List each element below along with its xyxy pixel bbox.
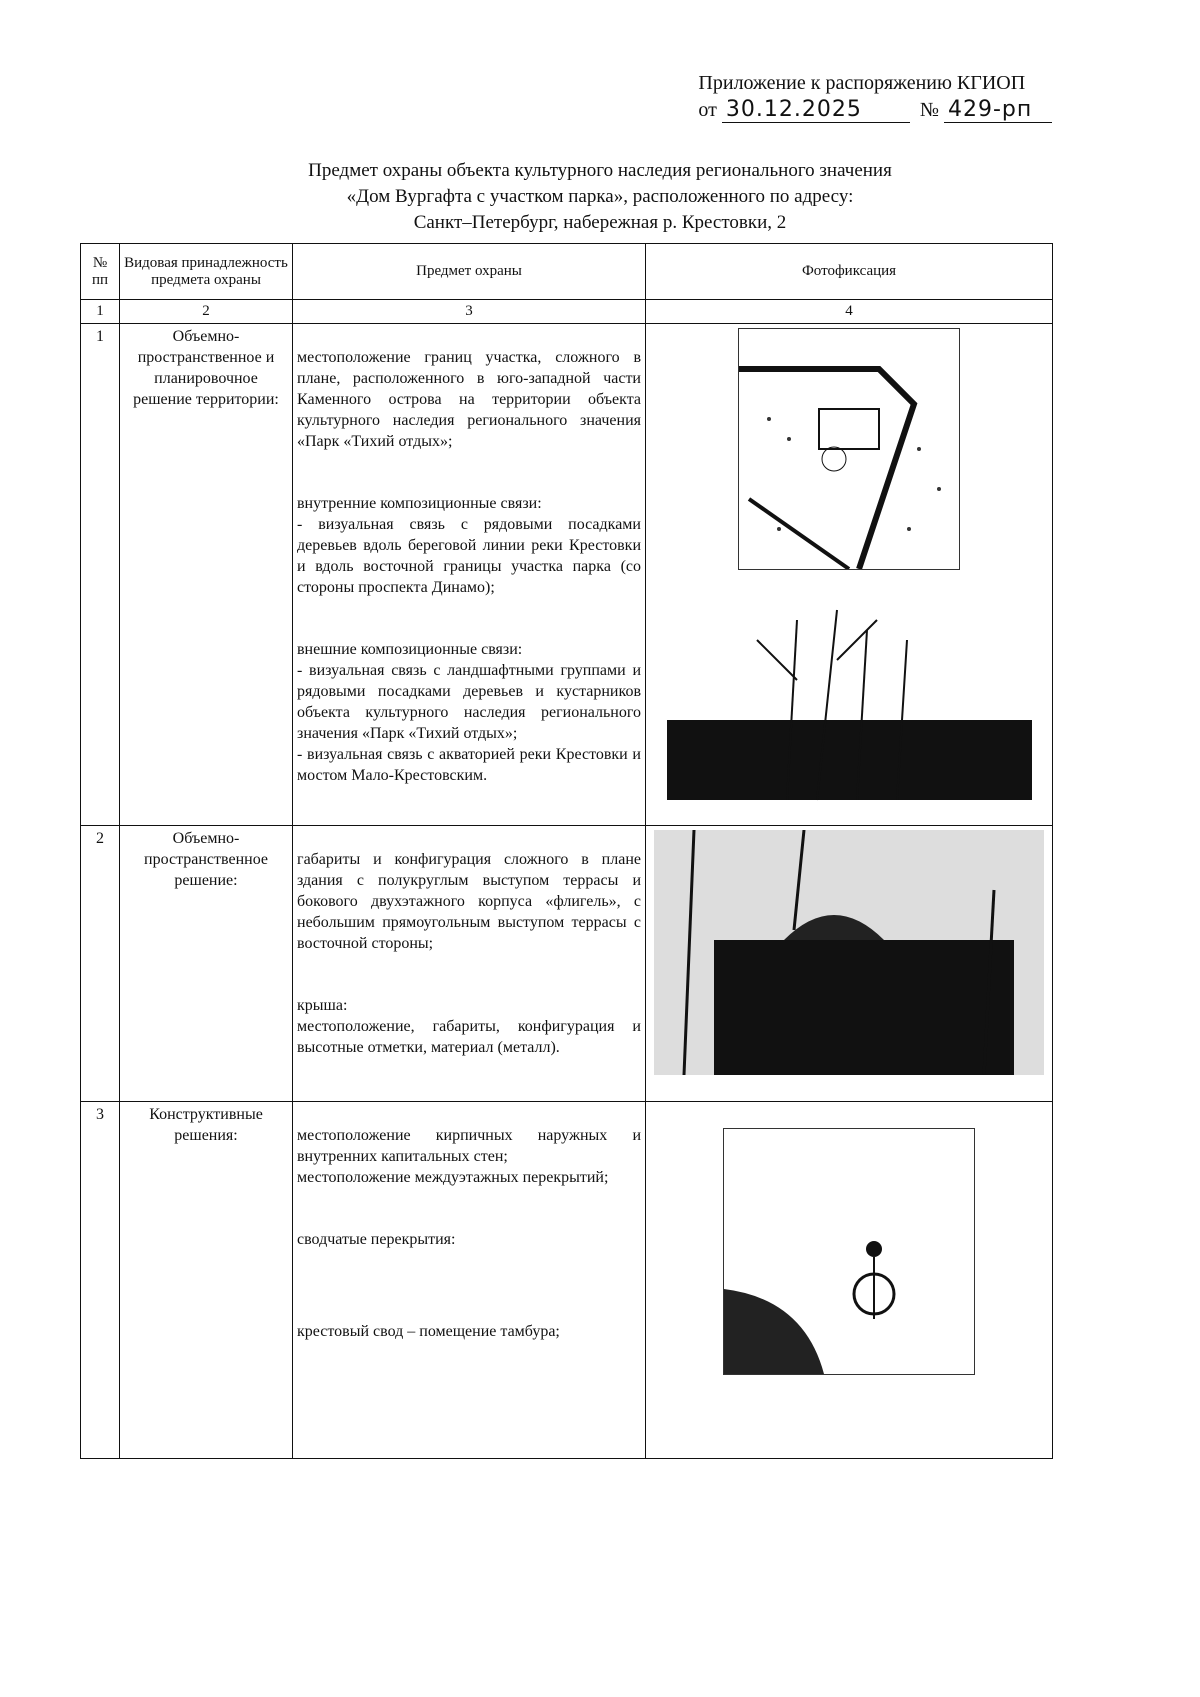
photo-cell	[646, 324, 1053, 826]
header-cell: Предмет охраны	[293, 244, 646, 300]
park-trees-photo	[667, 600, 1032, 820]
item-text: внешние композиционные связи: - визуальная связь с ландшафтными группами и рядовыми посадками деревьев и кустарников объекта культурного наследия регионального значения «Парк «Тихий отдых»; - визуальная связь с акваторией реки Крестовки и мостом Мало-Крестовским.	[297, 641, 641, 784]
building-photo	[654, 830, 1044, 1075]
header-cell: Видовая принадлежность предмета охраны	[120, 244, 293, 300]
item-text: внутренние композиционные связи: - визуальная связь с рядовыми посадками деревьев вдоль береговой линии реки Крестовки и вдоль восточной границы участка парка (со стороны проспекта Динамо);	[297, 495, 641, 596]
item-text: местоположение кирпичных наружных и внутренних капитальных стен; местоположение междуэтажных перекрытий;	[297, 1127, 641, 1186]
protection-table	[80, 243, 1053, 1459]
photo-cell	[646, 1102, 1053, 1459]
item-text: местоположение границ участка, сложного в плане, расположенного в юго-западной части Каменного острова на территории объекта культурного наследия регионального значения «Парк «Тихий отдых»;	[297, 349, 641, 450]
column-number: 2	[120, 300, 293, 324]
title-line: Предмет охраны объекта культурного наследия регионального значения	[308, 160, 892, 181]
item-text: габариты и конфигурация сложного в плане здания с полукруглым выступом террасы и бокового двухэтажного корпуса «флигель», с небольшим прямоугольным выступом террасы с восточной стороны;	[297, 851, 641, 952]
column-number: 1	[81, 300, 120, 324]
header-cell: Фотофиксация	[646, 244, 1053, 300]
item-text: сводчатые перекрытия:	[297, 1231, 456, 1248]
item-text: крыша: местоположение, габариты, конфигурация и высотные отметки, материал (металл).	[297, 997, 641, 1056]
photo-cell	[646, 826, 1053, 1102]
vault-photo	[723, 1128, 975, 1375]
appendix-line: Приложение к распоряжению КГИОП	[698, 72, 1026, 94]
row-items	[293, 324, 646, 826]
column-number-row	[81, 300, 1053, 324]
table-row	[81, 324, 1053, 826]
title-line: «Дом Вургафта с участком парка», расположенного по адресу:	[346, 186, 854, 207]
row-number: 2	[81, 826, 120, 1102]
table-row	[81, 826, 1053, 1102]
header-cell: № пп	[81, 244, 120, 300]
site-plan-image	[738, 328, 960, 570]
row-items	[293, 1102, 646, 1459]
title-line: Санкт–Петербург, набережная р. Крестовки, 2	[413, 212, 787, 233]
number-label: №	[919, 99, 939, 121]
row-type: Объемно-пространственное и планировочное решение территории:	[120, 324, 293, 826]
row-type: Конструктивные решения:	[120, 1102, 293, 1459]
appendix-header	[698, 72, 1052, 123]
order-number: 429-рп	[944, 97, 1052, 123]
item-text: крестовый свод – помещение тамбура;	[297, 1323, 560, 1340]
column-number: 4	[646, 300, 1053, 324]
order-date: 30.12.2025	[722, 97, 910, 123]
row-number: 3	[81, 1102, 120, 1459]
row-items	[293, 826, 646, 1102]
from-label: от	[698, 99, 717, 121]
column-number: 3	[293, 300, 646, 324]
row-type: Объемно-пространственное решение:	[120, 826, 293, 1102]
document-title	[0, 158, 1200, 236]
table-row	[81, 1102, 1053, 1459]
table-header-row	[81, 244, 1053, 300]
row-number: 1	[81, 324, 120, 826]
